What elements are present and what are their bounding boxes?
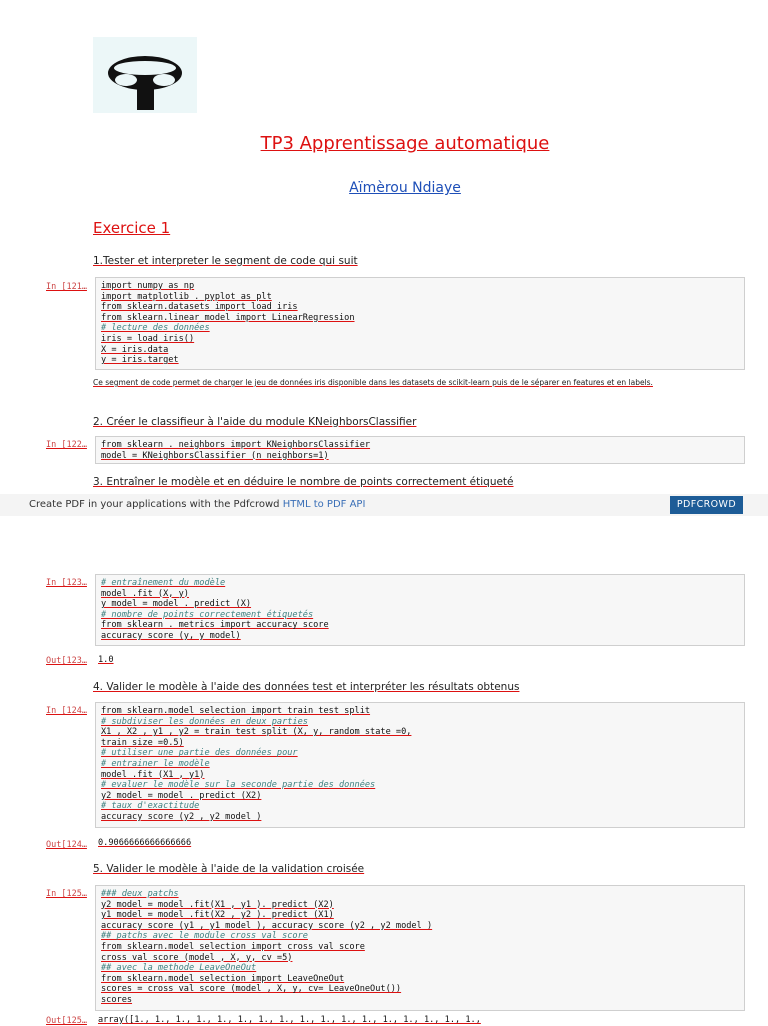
code-line: accuracy score (y2 , y2 model ) bbox=[101, 811, 262, 822]
code-line: scores bbox=[101, 994, 133, 1005]
code-line: from sklearn . metrics import accuracy score bbox=[101, 620, 329, 631]
code-line: import matplotlib . pyplot as plt bbox=[101, 291, 272, 302]
code-line: from sklearn . neighbors import KNeighborsClassifier bbox=[101, 440, 371, 450]
code-comment: # entrainer le modèle bbox=[101, 758, 210, 769]
cell-output: 0.9066666666666666 bbox=[98, 838, 192, 848]
cell-output: 1.0 bbox=[98, 655, 114, 665]
code-cell[interactable] bbox=[95, 702, 745, 828]
code-line: from sklearn.linear_model import LinearRegression bbox=[101, 312, 355, 323]
logo bbox=[93, 37, 197, 113]
banner-text bbox=[29, 499, 365, 510]
code-line: from sklearn.model selection import LeaveOneOut bbox=[101, 973, 345, 984]
code-line: X = iris.data bbox=[101, 344, 169, 355]
code-line: y1 model = model .fit(X2 , y2 ). predict (X1) bbox=[101, 910, 334, 921]
question-4: 4. Valider le modèle à l'aide des données test et interpréter les résultats obtenus bbox=[93, 681, 520, 693]
question-5: 5. Valider le modèle à l'aide de la validation croisée bbox=[93, 863, 365, 875]
cell-output: array([1., 1., 1., 1., 1., 1., 1., 1., 1., 1., 1., 1., 1., 1., 1., 1., 1., bbox=[98, 1015, 481, 1025]
code-line: accuracy score (y1 , y1 model ), accuracy score (y2 , y2 model ) bbox=[101, 920, 433, 931]
cell-prompt-in: In [124… bbox=[46, 706, 87, 716]
author-link[interactable]: Aïmèrou Ndiaye bbox=[349, 180, 461, 196]
cell-prompt-in: In [125… bbox=[46, 889, 87, 899]
code-line: model = KNeighborsClassifier (n neighbors=1) bbox=[101, 450, 329, 461]
code-line: model .fit (X, y) bbox=[101, 588, 189, 599]
code-line: from sklearn.model selection import cross val score bbox=[101, 941, 365, 952]
code-line: from sklearn.datasets import load iris bbox=[101, 302, 298, 313]
code-comment: # utiliser une partie des données pour bbox=[101, 748, 298, 759]
question-2: 2. Créer le classifieur à l'aide du module KNeighborsClassifier bbox=[93, 416, 417, 428]
cell-prompt-out: Out[123… bbox=[46, 656, 87, 666]
code-line: model .fit (X1 , y1) bbox=[101, 769, 205, 780]
code-line: import numpy as np bbox=[101, 281, 195, 291]
question-1: 1.Tester et interpreter le segment de code qui suit bbox=[93, 255, 358, 267]
code-line: y2 model = model . predict (X2) bbox=[101, 790, 262, 801]
code-comment: # evaluer le modèle sur la seconde partie des données bbox=[101, 780, 376, 791]
code-cell[interactable] bbox=[95, 436, 745, 464]
code-comment: # taux d'exactitude bbox=[101, 801, 200, 812]
code-comment: # subdiviser les données en deux parties bbox=[101, 716, 308, 727]
code-comment: # lecture des données bbox=[101, 323, 210, 334]
code-comment: ## patchs avec le module cross val score bbox=[101, 931, 308, 942]
code-cell[interactable] bbox=[95, 277, 745, 370]
pdfcrowd-button[interactable]: PDFCROWD bbox=[670, 496, 743, 514]
code-comment: # nombre de points correctement étiquetés bbox=[101, 609, 314, 620]
banner-link[interactable]: HTML to PDF API bbox=[282, 499, 366, 510]
cell-prompt-in: In [122… bbox=[46, 440, 87, 450]
code-line: iris = load iris() bbox=[101, 333, 195, 344]
code-line: train size =0.5) bbox=[101, 737, 184, 748]
cell-prompt-in: In [121… bbox=[46, 282, 87, 292]
section-heading: Exercice 1 bbox=[93, 219, 171, 237]
code-cell[interactable] bbox=[95, 885, 745, 1011]
code-line: y = iris.target bbox=[101, 355, 179, 366]
banner-label: Create PDF in your applications with the Pdfcrowd bbox=[29, 499, 280, 510]
cell-prompt-out: Out[124… bbox=[46, 840, 87, 850]
code-line: from sklearn.model selection import train test split bbox=[101, 706, 371, 716]
explanation-text: Ce segment de code permet de charger le jeu de données iris disponible dans les datasets de scikit-learn puis de le séparer en features et en labels. bbox=[93, 378, 653, 387]
question-3: 3. Entraîner le modèle et en déduire le nombre de points correctement étiqueté bbox=[93, 476, 514, 488]
code-comment: # entraînement du modèle bbox=[101, 578, 226, 588]
code-line: y2 model = model .fit(X1 , y1 ). predict (X2) bbox=[101, 899, 334, 910]
code-cell[interactable] bbox=[95, 574, 745, 646]
code-line: X1 , X2 , y1 , y2 = train test split (X, y, random state =0, bbox=[101, 727, 412, 738]
page-title: TP3 Apprentissage automatique bbox=[260, 133, 550, 154]
code-line: accuracy score (y, y model) bbox=[101, 630, 241, 641]
code-comment: ### deux patchs bbox=[101, 889, 179, 899]
cell-prompt-out: Out[125… bbox=[46, 1016, 87, 1026]
code-line: y model = model . predict (X) bbox=[101, 599, 252, 610]
code-comment: ## avec la methode LeaveOneOut bbox=[101, 963, 257, 974]
code-line: scores = cross val score (model , X, y, cv= LeaveOneOut()) bbox=[101, 984, 402, 995]
code-line: cross val score (model , X, y, cv =5) bbox=[101, 952, 293, 963]
cell-prompt-in: In [123… bbox=[46, 578, 87, 588]
